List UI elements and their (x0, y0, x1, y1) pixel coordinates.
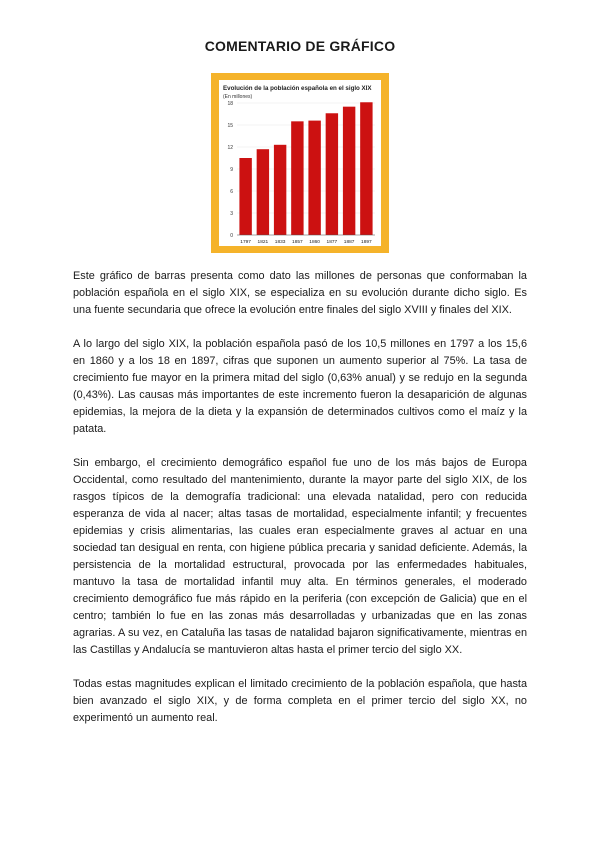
paragraph: Todas estas magnitudes explican el limitado crecimiento de la población española, que hasta bien avanzado el siglo XIX, y de forma completa en el primer tercio del siglo XX, no experimentó un aumento real. (73, 678, 527, 724)
bar-1797 (239, 158, 251, 235)
x-tick-label: 1887 (343, 240, 355, 245)
chart-subtitle: (En millones) (223, 94, 253, 100)
x-tick-label: 1897 (361, 240, 372, 245)
y-tick-label: 6 (230, 189, 233, 195)
bar-chart (211, 73, 389, 253)
y-tick-label: 15 (227, 123, 233, 129)
bar-1860 (308, 121, 320, 235)
bar-1877 (326, 113, 338, 235)
commentary-text (73, 268, 527, 744)
x-tick-label: 1877 (326, 240, 338, 245)
x-tick-label: 1821 (257, 240, 269, 245)
y-tick-label: 0 (230, 233, 233, 239)
x-tick-label: 1833 (274, 240, 286, 245)
bar-1857 (291, 121, 303, 235)
y-tick-label: 12 (227, 145, 233, 151)
bar-1821 (257, 149, 269, 235)
bar-chart-figure (211, 73, 389, 253)
y-tick-label: 3 (230, 211, 233, 217)
paragraph: Sin embargo, el crecimiento demográfico español fue uno de los más bajos de Europa Occidental, como resultado del mantenimiento, durante la mayor parte del siglo XIX, de los rasgos típicos de la demografía tradicional: una elevada natalidad, pero con reducida esperanza de vida al nacer; altas tasas de mortalidad, especialmente infantil; y frecuentes epidemias y crisis alimentarias, las cuales eran especialmente graves al actuar en una sociedad tan desigual en renta, con higiene pública precaria y sanidad deficiente. Además, la persistencia de la mortalidad estructural, provocada por las enfermedades habituales, mantuvo la tasa de mortalidad infantil muy alta. En términos generales, el moderado crecimiento demográfico fue más rápido en la periferia (con excepción de Galicia) que en el centro; también lo fue en las zonas más desarrolladas y urbanizadas que en las zonas agrarias. A su vez, en Cataluña las tasas de natalidad bajaron significativamente, mientras en las Castillas y Andalucía se mantuvieron altas hasta el primer tercio del siglo XX. (73, 457, 527, 656)
x-tick-label: 1860 (309, 240, 320, 245)
bar-1833 (274, 145, 286, 235)
y-tick-label: 18 (227, 101, 233, 107)
paragraph: A lo largo del siglo XIX, la población española pasó de los 10,5 millones en 1797 a los 15,6 en 1860 y a los 18 en 1897, cifras que suponen un aumento superior al 75%. La tasa de crecimiento fue mayor en la primera mitad del siglo (0,63% anual) y se redujo en la segunda (0,43%). Las causas más importantes de este incremento fueron la desaparición de algunas epidemias, la mejora de la dieta y la expansión de determinados cultivos como el maíz y la patata. (73, 338, 527, 435)
x-tick-label: 1797 (240, 240, 251, 245)
chart-title: Evolución de la población española en el siglo XIX (223, 85, 372, 92)
bar-1887 (343, 107, 355, 235)
x-tick-label: 1857 (292, 240, 303, 245)
bar-1897 (360, 102, 372, 235)
y-tick-label: 9 (230, 167, 233, 173)
paragraph: Este gráfico de barras presenta como dato las millones de personas que conformaban la población española en el siglo XIX, se especializa en su evolución durante dicho siglo. Es una fuente secundaria que ofrece la evolución entre finales del siglo XVIII y finales del XIX. (73, 270, 527, 316)
page-title: COMENTARIO DE GRÁFICO (204, 38, 396, 54)
